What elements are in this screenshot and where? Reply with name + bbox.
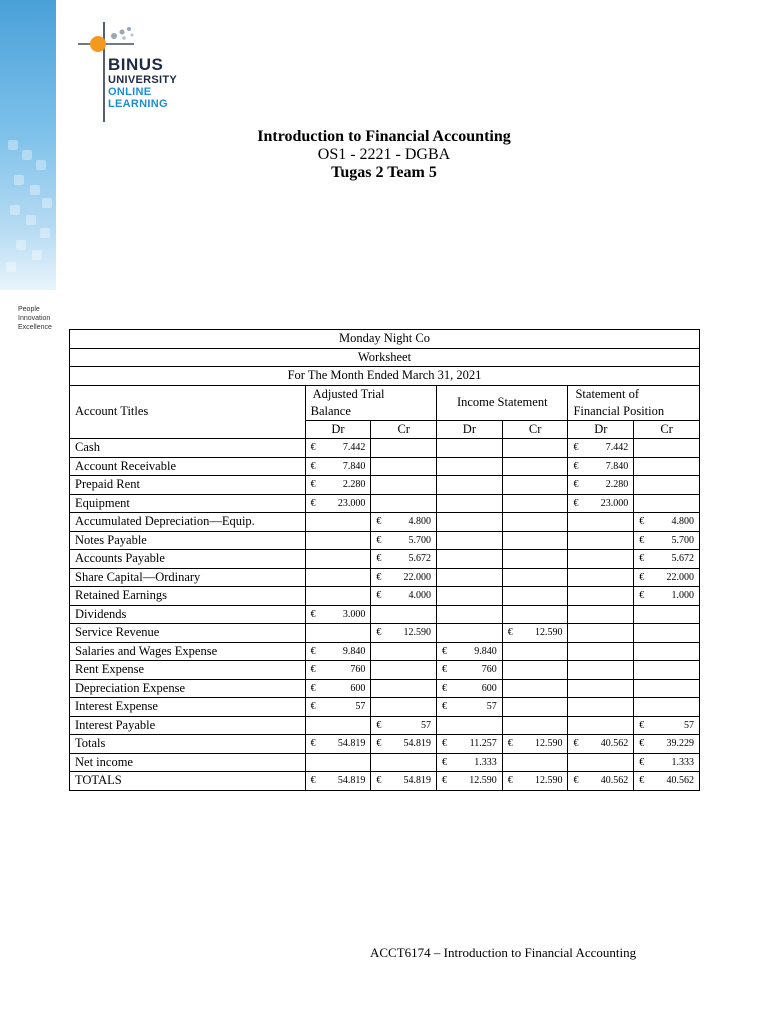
tagline-line: Innovation (18, 315, 51, 322)
decorative-tile (42, 198, 52, 208)
table-row (70, 642, 700, 661)
amount-cell (371, 679, 437, 698)
amount-value: 12.590 (403, 627, 432, 639)
amount-cell (634, 457, 700, 476)
currency-symbol: € (310, 479, 316, 491)
amount-cell (371, 605, 437, 624)
table-row (70, 513, 700, 532)
table-row (70, 679, 700, 698)
account-title-cell: Notes Payable (70, 531, 306, 550)
amount-cell (305, 494, 371, 513)
currency-symbol: € (442, 645, 448, 657)
amount-value: 7.840 (342, 460, 366, 472)
amount-cell (305, 568, 371, 587)
amount-value: 9.840 (474, 645, 497, 657)
amount-cell (502, 531, 568, 550)
header-cr: Cr (634, 420, 700, 439)
amount-value: 39.229 (666, 738, 694, 750)
amount-cell (437, 716, 503, 735)
currency-symbol: € (573, 497, 579, 509)
amount-cell (371, 716, 437, 735)
amount-value: 40.562 (600, 738, 629, 750)
header-cr: Cr (502, 420, 568, 439)
amount-cell (371, 550, 437, 569)
amount-cell (305, 698, 371, 717)
header-account-titles (70, 385, 306, 439)
amount-cell (437, 753, 503, 772)
amount-cell (305, 716, 371, 735)
amount-cell (437, 772, 503, 791)
assignment-title: Tugas 2 Team 5 (331, 164, 437, 181)
document-type: Worksheet (70, 348, 700, 367)
currency-symbol: € (442, 775, 448, 787)
amount-cell (305, 457, 371, 476)
header-dr: Dr (437, 420, 503, 439)
amount-cell (634, 642, 700, 661)
logo-online: ONLINE (108, 86, 152, 98)
amount-cell (634, 439, 700, 458)
account-title-cell: Cash (70, 439, 306, 458)
currency-symbol: € (310, 738, 316, 750)
amount-cell (634, 698, 700, 717)
table-row (70, 531, 700, 550)
amount-cell (371, 642, 437, 661)
amount-cell (502, 568, 568, 587)
amount-cell (371, 494, 437, 513)
account-title-cell: Interest Expense (70, 698, 306, 717)
logo-university: UNIVERSITY (108, 74, 178, 86)
account-title-cell: Equipment (70, 494, 306, 513)
amount-cell (305, 531, 371, 550)
amount-cell (634, 568, 700, 587)
amount-cell (305, 605, 371, 624)
amount-value: 7.442 (605, 442, 629, 454)
amount-cell (568, 642, 634, 661)
currency-symbol: € (442, 682, 448, 694)
amount-value: 12.590 (534, 627, 563, 639)
amount-cell (371, 513, 437, 532)
amount-cell (634, 624, 700, 643)
fp-line-2: Financial Position (573, 403, 665, 418)
amount-cell (305, 679, 371, 698)
tagline-line: People (18, 306, 40, 313)
account-title-cell: Dividends (70, 605, 306, 624)
header-dr: Dr (305, 420, 371, 439)
currency-symbol: € (442, 701, 448, 713)
amount-cell (371, 439, 437, 458)
decorative-tile (16, 240, 26, 250)
amount-cell (568, 439, 634, 458)
amount-value: 54.819 (403, 775, 432, 787)
currency-symbol: € (376, 627, 382, 639)
table-row (70, 624, 700, 643)
amount-cell (502, 587, 568, 606)
header-adjusted-trial-balance (305, 385, 436, 420)
amount-cell (568, 568, 634, 587)
currency-symbol: € (573, 442, 579, 454)
amount-cell (371, 457, 437, 476)
decorative-tile (40, 228, 50, 238)
amount-cell (568, 457, 634, 476)
amount-value: 9.840 (342, 645, 366, 657)
amount-value: 23.000 (337, 497, 366, 509)
decorative-tile (26, 215, 36, 225)
currency-symbol: € (442, 756, 448, 768)
amount-value: 1.000 (671, 590, 694, 602)
amount-value: 4.800 (671, 516, 694, 528)
amount-value: 57 (486, 701, 497, 713)
account-titles-label: Account Titles (75, 404, 149, 419)
amount-cell (568, 550, 634, 569)
account-title-cell: Accumulated Depreciation—Equip. (70, 513, 306, 532)
amount-value: 54.819 (337, 775, 366, 787)
account-title-cell: Totals (70, 735, 306, 754)
amount-cell (502, 513, 568, 532)
currency-symbol: € (573, 738, 579, 750)
currency-symbol: € (310, 608, 316, 620)
course-title: Introduction to Financial Accounting (257, 128, 511, 145)
amount-cell (502, 494, 568, 513)
amount-cell (502, 753, 568, 772)
amount-value: 1.333 (474, 756, 497, 768)
account-title-cell: Prepaid Rent (70, 476, 306, 495)
currency-symbol: € (376, 590, 382, 602)
amount-cell (305, 642, 371, 661)
amount-cell (437, 550, 503, 569)
currency-symbol: € (376, 775, 382, 787)
currency-symbol: € (310, 497, 316, 509)
amount-value: 3.000 (342, 608, 366, 620)
amount-value: 22.000 (666, 571, 694, 583)
amount-value: 7.840 (605, 460, 629, 472)
amount-cell (371, 735, 437, 754)
amount-cell (568, 624, 634, 643)
table-row (70, 476, 700, 495)
amount-cell (634, 605, 700, 624)
atb-line-2: Balance (310, 403, 351, 418)
amount-value: 5.700 (671, 534, 694, 546)
amount-cell (634, 735, 700, 754)
amount-cell (371, 531, 437, 550)
amount-cell (634, 494, 700, 513)
period: For The Month Ended March 31, 2021 (70, 367, 700, 386)
table-row (70, 587, 700, 606)
currency-symbol: € (310, 664, 316, 676)
amount-cell (371, 698, 437, 717)
table-row (70, 698, 700, 717)
currency-symbol: € (573, 479, 579, 491)
tagline (18, 305, 52, 332)
amount-cell (371, 753, 437, 772)
amount-cell (305, 735, 371, 754)
table-row (70, 772, 700, 791)
amount-cell (568, 531, 634, 550)
amount-cell (437, 457, 503, 476)
amount-value: 40.562 (600, 775, 629, 787)
currency-symbol: € (376, 719, 382, 731)
amount-cell (437, 642, 503, 661)
amount-cell (305, 587, 371, 606)
header-income-statement: Income Statement (437, 385, 568, 420)
amount-cell (305, 513, 371, 532)
amount-cell (502, 698, 568, 717)
amount-value: 57 (421, 719, 432, 731)
amount-cell (371, 568, 437, 587)
amount-cell (305, 772, 371, 791)
table-row (70, 716, 700, 735)
amount-cell (502, 716, 568, 735)
amount-value: 7.442 (342, 442, 366, 454)
currency-symbol: € (639, 719, 645, 731)
amount-value: 57 (355, 701, 366, 713)
currency-symbol: € (639, 534, 645, 546)
amount-cell (502, 661, 568, 680)
amount-cell (371, 661, 437, 680)
account-title-cell: Net income (70, 753, 306, 772)
amount-cell (502, 439, 568, 458)
currency-symbol: € (639, 590, 645, 602)
currency-symbol: € (507, 738, 513, 750)
amount-value: 600 (481, 682, 497, 694)
amount-cell (371, 772, 437, 791)
amount-cell (568, 735, 634, 754)
amount-value: 600 (350, 682, 366, 694)
account-title-cell: TOTALS (70, 772, 306, 791)
amount-cell (568, 661, 634, 680)
fp-line-1: Statement of (575, 386, 640, 401)
currency-symbol: € (376, 571, 382, 583)
account-title-cell: Accounts Payable (70, 550, 306, 569)
table-row (70, 753, 700, 772)
account-title-cell: Interest Payable (70, 716, 306, 735)
amount-value: 5.700 (408, 534, 432, 546)
amount-value: 12.590 (534, 775, 563, 787)
amount-cell (437, 568, 503, 587)
amount-cell (437, 624, 503, 643)
amount-value: 4.000 (408, 590, 432, 602)
currency-symbol: € (310, 460, 316, 472)
account-title-cell: Rent Expense (70, 661, 306, 680)
amount-cell (502, 735, 568, 754)
amount-value: 2.280 (605, 479, 629, 491)
amount-value: 54.819 (403, 738, 432, 750)
account-title-cell: Retained Earnings (70, 587, 306, 606)
currency-symbol: € (573, 460, 579, 472)
currency-symbol: € (376, 516, 382, 528)
account-title-cell: Depreciation Expense (70, 679, 306, 698)
amount-value: 57 (684, 719, 694, 731)
amount-value: 5.672 (408, 553, 432, 565)
currency-symbol: € (376, 738, 382, 750)
currency-symbol: € (639, 738, 645, 750)
amount-value: 40.562 (666, 775, 694, 787)
amount-cell (568, 716, 634, 735)
amount-cell (502, 679, 568, 698)
table-row (70, 735, 700, 754)
currency-symbol: € (639, 756, 645, 768)
amount-cell (305, 624, 371, 643)
amount-cell (437, 531, 503, 550)
amount-value: 11.257 (469, 738, 497, 750)
amount-cell (634, 679, 700, 698)
amount-cell (634, 661, 700, 680)
amount-cell (634, 531, 700, 550)
header-cr: Cr (371, 420, 437, 439)
currency-symbol: € (310, 775, 316, 787)
currency-symbol: € (573, 775, 579, 787)
currency-symbol: € (639, 571, 645, 583)
amount-cell (568, 772, 634, 791)
account-title-cell: Service Revenue (70, 624, 306, 643)
amount-cell (634, 513, 700, 532)
amount-cell (437, 587, 503, 606)
table-row (70, 661, 700, 680)
currency-symbol: € (442, 738, 448, 750)
amount-cell (437, 494, 503, 513)
table-row (70, 550, 700, 569)
amount-cell (634, 550, 700, 569)
currency-symbol: € (507, 627, 513, 639)
amount-cell (568, 476, 634, 495)
amount-cell (305, 753, 371, 772)
atb-line-1: Adjusted Trial (312, 386, 385, 401)
currency-symbol: € (376, 553, 382, 565)
amount-cell (437, 735, 503, 754)
amount-cell (502, 624, 568, 643)
table-row (70, 439, 700, 458)
amount-cell (305, 439, 371, 458)
amount-cell (568, 513, 634, 532)
amount-cell (568, 587, 634, 606)
amount-cell (437, 698, 503, 717)
table-row (70, 605, 700, 624)
amount-cell (305, 550, 371, 569)
logo-learning: LEARNING (108, 98, 168, 110)
amount-cell (305, 661, 371, 680)
amount-cell (568, 698, 634, 717)
amount-cell (502, 550, 568, 569)
amount-cell (437, 661, 503, 680)
amount-value: 12.590 (469, 775, 497, 787)
decorative-tile (32, 250, 42, 260)
currency-symbol: € (310, 442, 316, 454)
currency-symbol: € (639, 775, 645, 787)
amount-value: 4.800 (408, 516, 432, 528)
amount-cell (634, 716, 700, 735)
amount-cell (437, 476, 503, 495)
account-title-cell: Share Capital—Ordinary (70, 568, 306, 587)
amount-cell (502, 457, 568, 476)
table-row (70, 457, 700, 476)
currency-symbol: € (442, 664, 448, 676)
amount-value: 5.672 (671, 553, 694, 565)
amount-value: 760 (350, 664, 366, 676)
amount-cell (437, 679, 503, 698)
header-dr: Dr (568, 420, 634, 439)
amount-value: 2.280 (342, 479, 366, 491)
amount-value: 54.819 (337, 738, 366, 750)
amount-cell (568, 494, 634, 513)
class-code: OS1 - 2221 - DGBA (317, 146, 451, 163)
header-financial-position (568, 385, 700, 420)
logo-wordmark (108, 56, 177, 110)
currency-symbol: € (639, 516, 645, 528)
page-footer: ACCT6174 – Introduction to Financial Accounting (370, 945, 637, 960)
tagline-line: Excellence (18, 324, 52, 331)
amount-cell (502, 605, 568, 624)
currency-symbol: € (310, 645, 316, 657)
amount-cell (568, 679, 634, 698)
amount-cell (634, 476, 700, 495)
currency-symbol: € (639, 553, 645, 565)
account-title-cell: Account Receivable (70, 457, 306, 476)
amount-value: 22.000 (403, 571, 432, 583)
decorative-tile (10, 205, 20, 215)
amount-value: 760 (481, 664, 497, 676)
amount-value: 1.333 (671, 756, 694, 768)
amount-cell (305, 476, 371, 495)
amount-value: 23.000 (600, 497, 629, 509)
currency-symbol: € (376, 534, 382, 546)
logo-brand-name: BINUS (108, 55, 164, 74)
table-row (70, 568, 700, 587)
amount-cell (634, 753, 700, 772)
company-name: Monday Night Co (70, 330, 700, 349)
amount-cell (437, 605, 503, 624)
amount-cell (568, 605, 634, 624)
amount-value: 12.590 (534, 738, 563, 750)
amount-cell (568, 753, 634, 772)
amount-cell (634, 772, 700, 791)
currency-symbol: € (310, 701, 316, 713)
decorative-tile (30, 185, 40, 195)
table-row (70, 494, 700, 513)
worksheet-table (69, 329, 700, 791)
amount-cell (371, 624, 437, 643)
decorative-tile (6, 262, 16, 272)
account-title-cell: Salaries and Wages Expense (70, 642, 306, 661)
amount-cell (502, 476, 568, 495)
amount-cell (371, 476, 437, 495)
amount-cell (437, 439, 503, 458)
amount-cell (371, 587, 437, 606)
amount-cell (634, 587, 700, 606)
currency-symbol: € (310, 682, 316, 694)
amount-cell (502, 772, 568, 791)
amount-cell (437, 513, 503, 532)
currency-symbol: € (507, 775, 513, 787)
amount-cell (502, 642, 568, 661)
